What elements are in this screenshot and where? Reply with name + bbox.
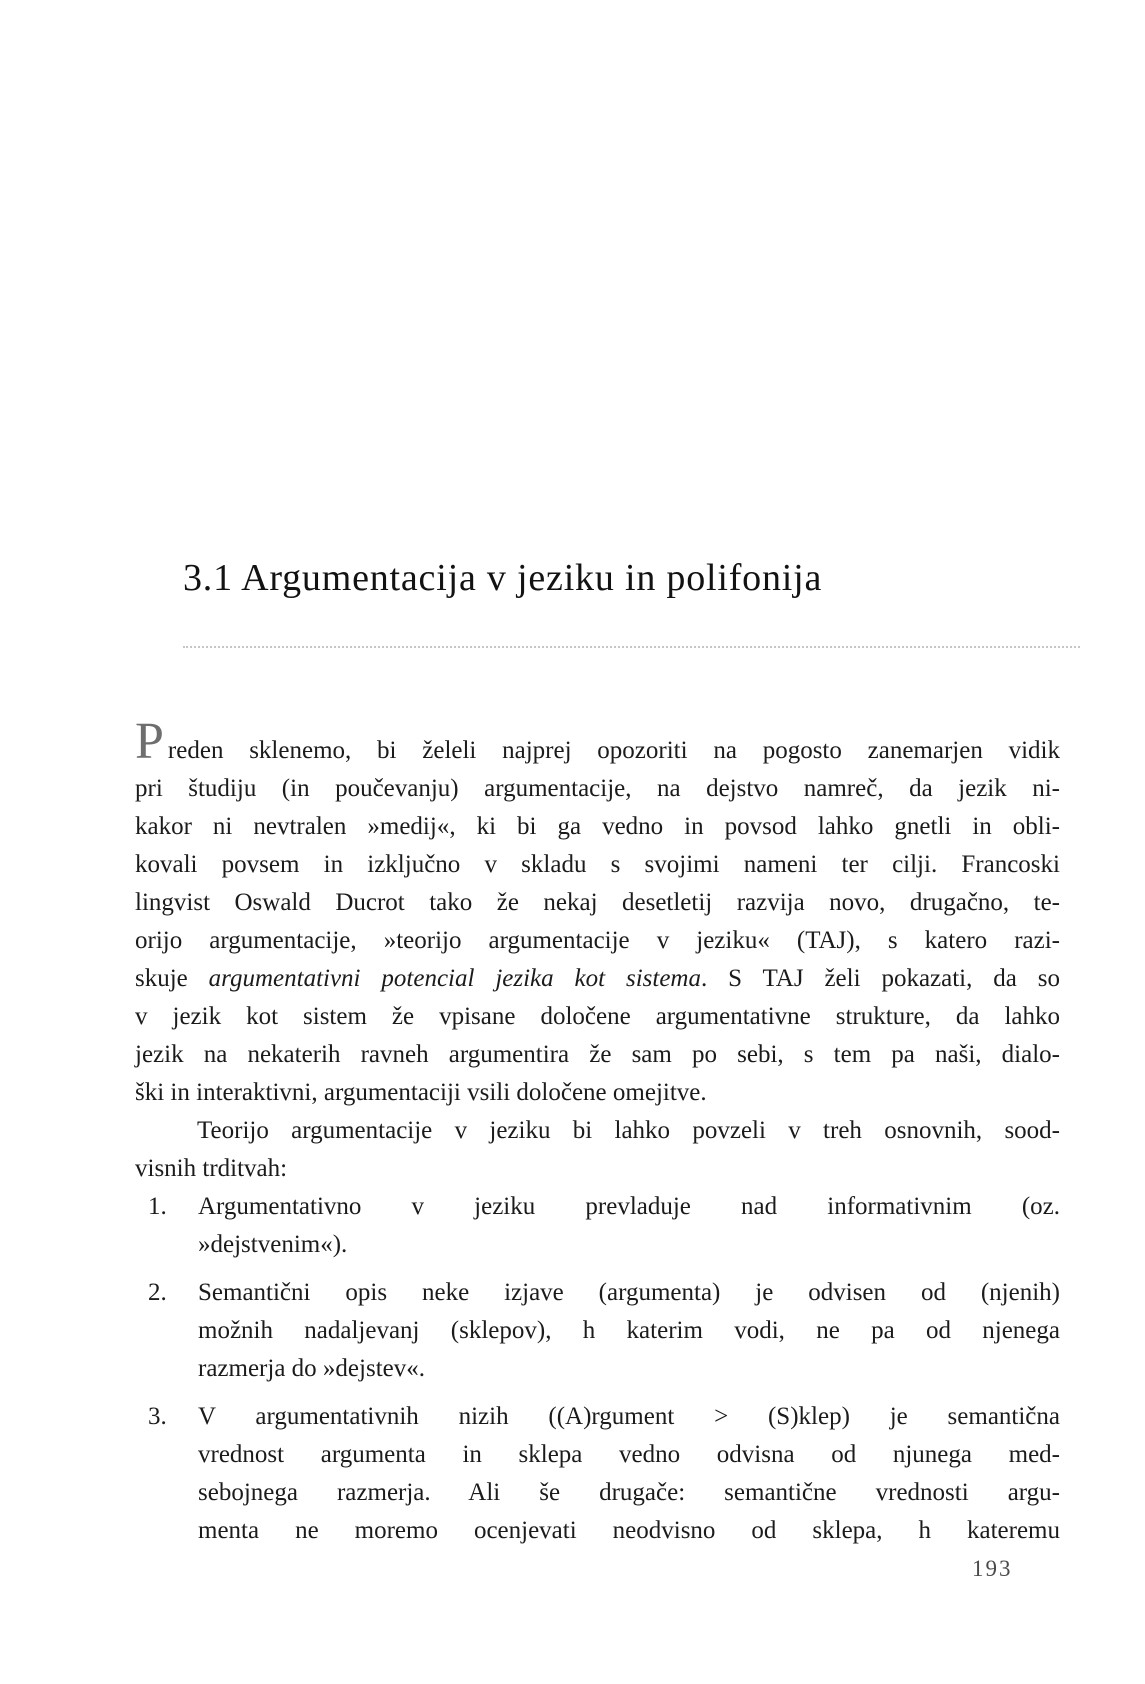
- paragraph-line: kakor ni nevtralen »medij«, ki bi ga vedno in povsod lahko gnetli in obli-: [135, 813, 1060, 840]
- list-item-line: Argumentativno v jeziku prevladuje nad informativnim (oz.: [198, 1193, 1060, 1220]
- paragraph-line: jezik na nekaterih ravneh argumentira že sam po sebi, s tem pa naši, dialo-: [135, 1041, 1060, 1068]
- paragraph-line: lingvist Oswald Ducrot tako že nekaj desetletij razvija novo, drugačno, te-: [135, 889, 1060, 916]
- drop-cap: P: [135, 713, 165, 770]
- paragraph-line: ški in interaktivni, argumentaciji vsili določene omejitve.: [135, 1079, 707, 1106]
- list-item-line: menta ne moremo ocenjevati neodvisno od sklepa, h kateremu: [198, 1517, 1060, 1544]
- list-item: [135, 1188, 1060, 1264]
- paragraph-line-text: skuje: [135, 965, 209, 992]
- list-item-line: »dejstvenim«).: [198, 1231, 348, 1258]
- paragraph-line: Teorijo argumentacije v jeziku bi lahko povzeli v treh osnovnih, sood-: [197, 1117, 1060, 1144]
- list-item-line: razmerja do »dejstev«.: [198, 1355, 425, 1382]
- list-item-line: V argumentativnih nizih ((A)rgument > (S)klep) je semantična: [198, 1403, 1060, 1430]
- list-item-line: vrednost argumenta in sklepa vedno odvisna od njunega med-: [198, 1441, 1060, 1468]
- list-item-text: [198, 1398, 1060, 1550]
- paragraph-line: orijo argumentacije, »teorijo argumentacije v jeziku« (TAJ), s katero razi-: [135, 927, 1060, 954]
- list-item-line: Semantični opis neke izjave (argumenta) je odvisen od (njenih): [198, 1279, 1060, 1306]
- page-number: 193: [972, 1556, 1013, 1581]
- numbered-list: [135, 1188, 1060, 1550]
- paragraph-line: v jezik kot sistem že vpisane določene argumentativne strukture, da lahko: [135, 1003, 1060, 1030]
- list-item-line: možnih nadaljevanj (sklepov), h katerim vodi, ne pa od njenega: [198, 1317, 1060, 1344]
- paragraph-line: [135, 713, 1060, 770]
- list-item-text: [198, 1274, 1060, 1388]
- list-item: [135, 1274, 1060, 1388]
- list-item-number: 3.: [148, 1403, 167, 1430]
- list-item-number: 1.: [148, 1193, 167, 1220]
- list-item-text: [198, 1188, 1060, 1264]
- paragraph-line: [135, 960, 1060, 998]
- list-item-number: 2.: [148, 1279, 167, 1306]
- paragraph-line: pri študiju (in poučevanju) argumentacije, na dejstvo namreč, da jezik ni-: [135, 775, 1060, 802]
- dotted-divider: [183, 646, 1080, 648]
- italic-phrase: argumentativni potencial jezika kot sistema: [208, 965, 701, 992]
- paragraph-line: kovali povsem in izključno v skladu s svojimi nameni ter cilji. Francoski: [135, 851, 1060, 878]
- paragraph-line: visnih trditvah:: [135, 1155, 288, 1182]
- paragraph-line-text: reden sklenemo, bi želeli najprej opozoriti na pogosto zanemarjen vidik: [167, 737, 1060, 764]
- section-heading: 3.1 Argumentacija v jeziku in polifonija: [183, 557, 823, 599]
- list-item: [135, 1398, 1060, 1550]
- paragraph-line-text: . S TAJ želi pokazati, da so: [701, 965, 1060, 992]
- body-text-column: [135, 713, 1060, 1550]
- list-item-line: sebojnega razmerja. Ali še drugače: semantične vrednosti argu-: [198, 1479, 1060, 1506]
